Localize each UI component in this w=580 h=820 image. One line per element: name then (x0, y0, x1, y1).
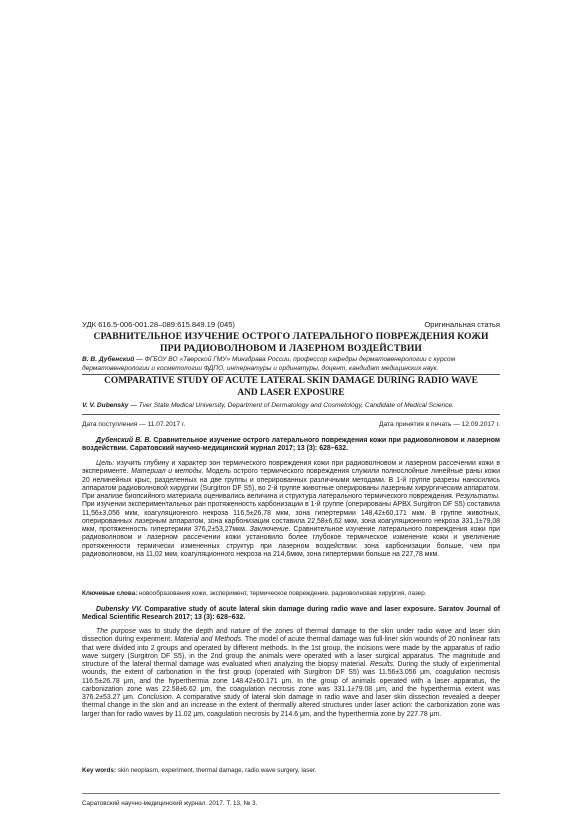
abstract-en-results-label: Results. (369, 661, 395, 668)
accepted-date: Дата принятия в печать — 12.09.2017 г. (379, 421, 500, 428)
abstract-ru-conclusion: Сравнительное изучение латерального повреждения кожи при радиоволновом и лазерном рассечении кожи установило более глубокое термическое изменение кожи и увеличение протяженности термически измененных структур при лазерном воздействии: зона карбонизации больше, чем при радиоволновом, на 11,02 мкм, коагуляционного некроза на 214,6мкм, зона гипертермии больше на 227,78 мкм. (82, 526, 500, 558)
abstract-en-methods: The model of acute thermal damage was full-liner skin wounds of 20 nonlinear rats that were divided into 2 groups and operated by different methods. In the 1st group, the incisions were made by the apparatus of radio wave surgery (Surgitron DF S5), in the 2nd group the animals were operated with a laser surgical apparatus. The magnitude and structure of the lateral thermal damage was evaluated when analyzing the biopsy material. (82, 636, 500, 668)
divider (82, 414, 500, 415)
citation-en-author: Dubensky VV. (96, 606, 142, 613)
abstract-ru-methods: Модель острого термического повреждения служили полнослойные линейные раны кожи 20 нелинейных крыс, разделенных на две группы и оперированных различными методами. В 1-й группе разрезы наносились аппаратом радиоволновой хирургии (Surgitron DF S5), во 2-й группе животные оперированы лазерным хирургическим аппаратом. При анализе биопсийного материала оценивались величина и структура латерального термического повреждения. (82, 468, 500, 500)
keywords-ru (82, 590, 500, 598)
title-ru-line1: СРАВНИТЕЛЬНОЕ ИЗУЧЕНИЕ ОСТРОГО ЛАТЕРАЛЬНОГО ПОВРЕЖДЕНИЯ КОЖИ (93, 331, 489, 342)
abstract-en-purpose: was to study the depth and nature of the zones of thermal damage to the skin under radio wave and laser skin dissection during experiment. (82, 628, 500, 644)
footer-divider (82, 793, 500, 794)
journal-footer: Саратовский научно-медицинский журнал. 2017. Т. 13, № 3. (82, 800, 258, 807)
received-date: Дата поступления — 11.07.2017 г. (82, 421, 186, 428)
abstract-en-conclusion: A comparative study of lateral skin damage in radio wave and laser skin dissection revealed a deeper thermal change in the skin and an increase in the extent of thermally altered structures under laser action: the carbonization zone was larger than for radio waves by 11.02 μm, coagulation necrosis by 214.6 μm, and the hyperthermia zone by 227.78 μm. (82, 694, 500, 718)
title-en-line2: AND LASER EXPOSURE (237, 387, 345, 398)
citation-en-text: Comparative study of acute lateral skin damage during radio wave and laser exposure. Saratov Journal of Medical Scientific Research 2017; 13 (3): 628–632. (82, 606, 500, 622)
citation-ru-text: Сравнительное изучение острого латерального повреждения кожи при радиоволновом и лазерном воздействии. Саратовский научно-медицинский журнал 2017; 13 (3): 628–632. (82, 437, 500, 453)
divider (82, 374, 500, 375)
title-en-line1: COMPARATIVE STUDY OF ACUTE LATERAL SKIN DAMAGE DURING RADIO WAVE (104, 376, 478, 386)
citation-ru-author: Дубенский В. В. (96, 437, 152, 444)
title-en (82, 376, 500, 399)
udc-code: УДК 616.5-006-001.28–089:615.849.19 (045) (82, 320, 235, 329)
article-page (82, 0, 500, 820)
keywords-ru-label: Ключевые слова: (82, 590, 138, 597)
dates-row (82, 421, 500, 428)
citation-en (82, 606, 500, 623)
abstract-ru (82, 460, 500, 559)
header-row (82, 320, 500, 329)
abstract-ru-aim-label: Цель: (96, 460, 115, 467)
title-ru-line2: ПРИ РАДИОВОЛНОВОМ И ЛАЗЕРНОМ ВОЗДЕЙСТВИИ (160, 342, 422, 354)
abstract-en-results: During the study of experimental wounds, the extent of carbonation in the first group (operated with Surgitron DF S5) was 11.56±3.056 μm, coagulation necrosis 116.5±26.78 μm, and the hyperthermia zone 148.42±60.171 μm. In the group of animals operated with a laser apparatus, the carbonization zone was 22.58±6.62 μm, the coagulation necrosis zone was 331.1±79.08 μm, and the hyperthermia extent was 376.2±53.27 μm. (82, 661, 500, 701)
keywords-en-text: skin neoplasm, experiment, thermal damage, radio wave surgery, laser. (115, 767, 317, 774)
abstract-en-purpose-label: The purpose (96, 628, 136, 635)
abstract-ru-results-label: Результаты. (455, 493, 500, 500)
citation-ru (82, 437, 500, 454)
author-ru-name: В. В. Дубенский (82, 356, 135, 363)
keywords-en-label: Key words: (82, 767, 116, 774)
keywords-en (82, 767, 500, 775)
author-ru-affiliation: — ФГБОУ ВО «Тверской ГМУ» Минздрава России, профессор кафедры дерматовенерологии с курсом дерматовенерологии и косметологии ФДПО, интернатуры и ординатуры, доцент, кандидат медицинских наук. (82, 356, 456, 372)
abstract-ru-results: При изучении экспериментальных ран протяженность карбонизации в 1-й группе (оперированы АРВХ Surgitron DF S5) составила 11,56±3,056 мкм, коагуляционного некроза 116,5±26,78 мкм, зона гипертермии 148,42±60,171 мкм. В группе животных, оперированных лазерным аппаратом, зона карбонизации составила 22,58±6,62 мкм, зона коагуляционного некроза 331,1±79,08 мкм, протяженность гипертермии 376,2±53,27мкм. (82, 501, 500, 533)
author-en-name: V. V. Dubensky (82, 402, 129, 409)
author-en (82, 402, 500, 411)
abstract-ru-aim: изучить глубину и характер зон термического повреждения кожи при радиоволновом и лазерном рассечении кожи в эксперименте. (82, 460, 500, 476)
abstract-en-conclusion-label: Conclusion. (137, 694, 174, 701)
keywords-ru-text: новообразования кожи, эксперимент, термическое повреждение, радиоволновая хирургия, лазер. (137, 590, 427, 597)
abstract-en (82, 628, 500, 719)
author-en-affiliation: — Tver State Medical University, Department of Dermatology and Cosmetology, Candidate of Medical Science. (128, 402, 454, 409)
abstract-en-methods-label: Material and Methods. (174, 636, 243, 644)
article-type: Оригинальная статья (424, 320, 500, 329)
author-ru (82, 356, 500, 373)
abstract-ru-conclusion-label: Заключение. (249, 526, 291, 533)
title-ru (82, 331, 500, 354)
abstract-ru-methods-label: Материал и методы. (131, 468, 204, 476)
